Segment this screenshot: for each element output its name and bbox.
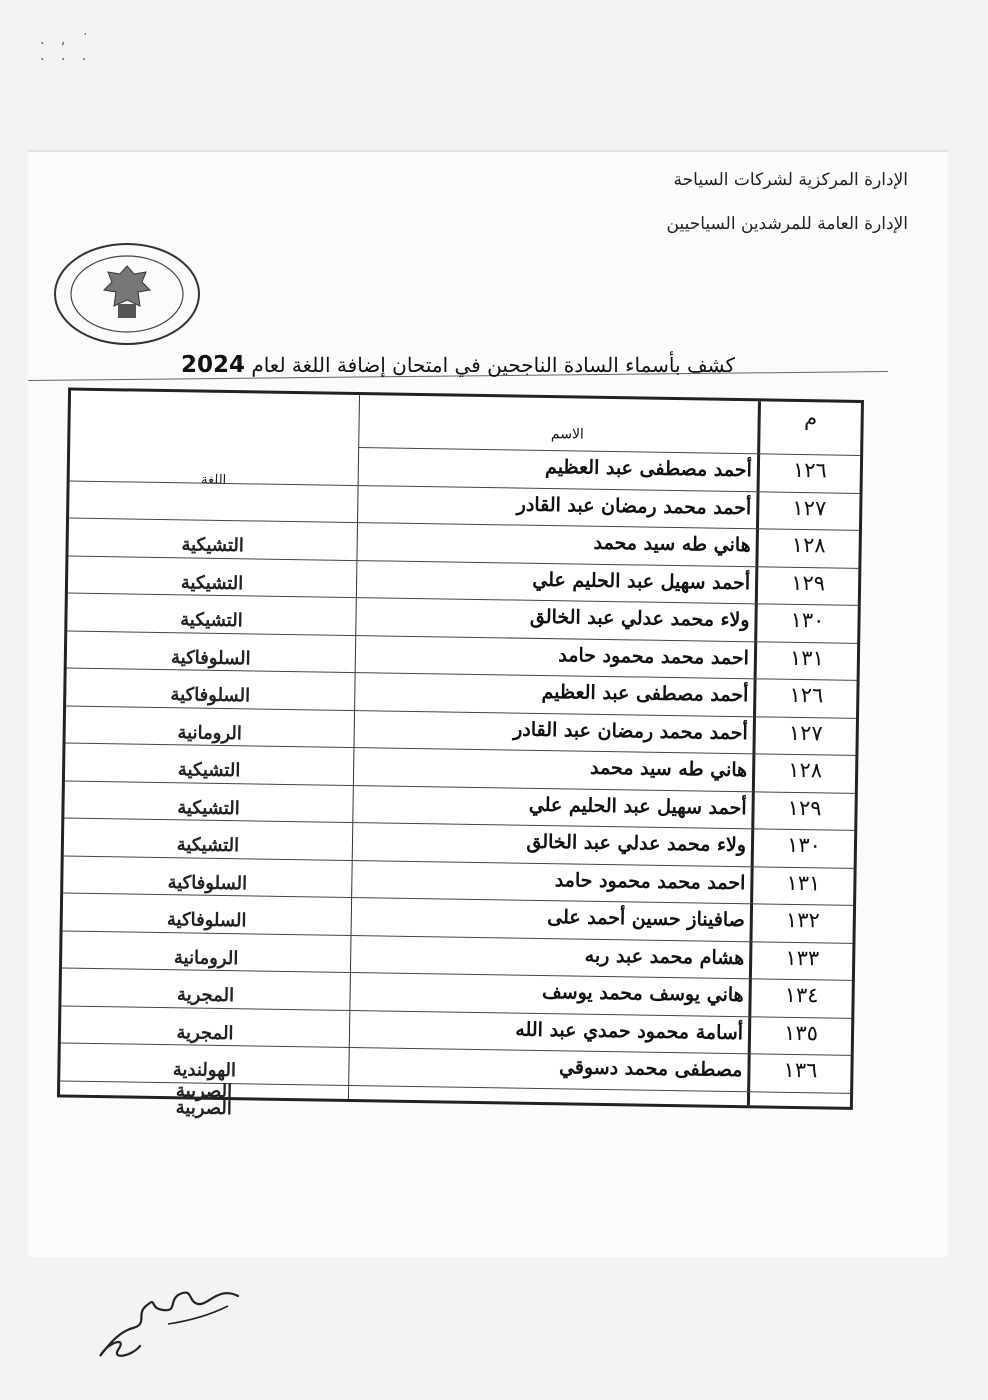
row-name: أحمد مصطفى عبد العظيم: [541, 680, 749, 707]
title-text: كشف بأسماء السادة الناجحين في امتحان إضافة اللغة لعام: [251, 353, 736, 377]
row-name: أحمد مصطفى عبد العظيم: [544, 456, 753, 482]
row-name: أحمد سهيل عبد الحليم علي: [532, 568, 751, 594]
row-number: ١٢٦: [792, 457, 827, 483]
row-name: أحمد محمد رمضان عبد القادر: [513, 718, 748, 744]
row-name: هاني طه سيد محمد: [593, 531, 751, 557]
row-name: أسامة محمود حمدي عبد الله: [515, 1018, 744, 1044]
row-number: ١٢٨: [791, 532, 826, 558]
row-language: السلوفاكية: [170, 646, 251, 669]
row-number: ١٢٦: [789, 682, 824, 708]
row-name: هاني طه سيد محمد: [589, 756, 748, 782]
row-number: ١٣٥: [783, 1020, 819, 1045]
ministry-seal-icon: [52, 242, 202, 347]
row-name: ولاء محمد عدلي عبد الخالق: [526, 830, 747, 857]
row-language: المجرية: [176, 1021, 234, 1044]
row-number: ١٣١: [786, 870, 821, 895]
row-name: احمد محمد محمود حامد: [558, 643, 750, 669]
header-line-1: الإدارة المركزية لشركات السياحة: [673, 170, 908, 190]
row-number: ١٢٩: [791, 570, 826, 595]
row-number: ١٢٩: [787, 795, 822, 820]
results-table: [57, 387, 864, 1119]
row-number: ١٣٠: [790, 607, 825, 633]
row-number: ١٣٣: [785, 945, 820, 970]
row-number: ١٢٨: [788, 757, 823, 783]
row-language: التشيكية: [177, 796, 240, 819]
row-number: ١٣٦: [783, 1057, 818, 1083]
row-name: هشام محمد عبد ربه: [584, 944, 745, 969]
row-language: الرومانية: [177, 721, 243, 744]
row-name: ولاء محمد عدلي عبد الخالق: [529, 605, 750, 632]
document-sheet: [28, 150, 948, 1257]
scan-dots: . , ˙ . . .: [40, 32, 95, 64]
row-name: هاني يوسف محمد يوسف: [541, 981, 744, 1007]
header-m: م: [804, 406, 818, 431]
header-name: الاسم: [550, 426, 585, 443]
last-language: الصربية: [175, 1080, 233, 1103]
row-number: ١٣٢: [785, 907, 820, 933]
row-language: الهولندية: [172, 1059, 237, 1082]
row-language: السلوفاكية: [166, 909, 247, 932]
row-language: الصربية: [175, 1096, 233, 1119]
row-language: التشيكية: [180, 571, 244, 594]
row-number: ١٣٠: [786, 832, 822, 858]
row-number: ١٣١: [789, 645, 825, 670]
row-language: التشيكية: [176, 834, 240, 857]
row-name: صافيناز حسين أحمد على: [547, 906, 745, 932]
letterhead: [648, 152, 908, 262]
row-name: مصطفى محمد دسوقي: [558, 1056, 743, 1082]
row-number: ١٣٤: [784, 982, 819, 1008]
row-number: ١٢٧: [788, 720, 823, 745]
header-line-2: الإدارة العامة للمرشدين السياحيين: [666, 214, 908, 234]
row-language: التشيكية: [180, 609, 243, 632]
row-language: السلوفاكية: [167, 871, 248, 894]
row-language: السلوفاكية: [170, 684, 251, 707]
signature-icon: [88, 1276, 248, 1371]
row-language: التشيكية: [181, 534, 245, 557]
title-year: 2024: [180, 352, 245, 378]
row-language: [69, 495, 357, 500]
row-language: المجرية: [176, 984, 235, 1007]
page-title: [158, 352, 758, 378]
row-language: الرومانية: [173, 946, 239, 969]
row-name: أحمد سهيل عبد الحليم علي: [528, 793, 747, 819]
row-language: التشيكية: [177, 759, 241, 782]
row-name: احمد محمد محمود حامد: [554, 868, 746, 894]
header-lang: اللغة: [200, 472, 227, 488]
row-name: أحمد محمد رمضان عبد القادر: [516, 493, 752, 519]
row-number: ١٢٧: [792, 495, 827, 520]
